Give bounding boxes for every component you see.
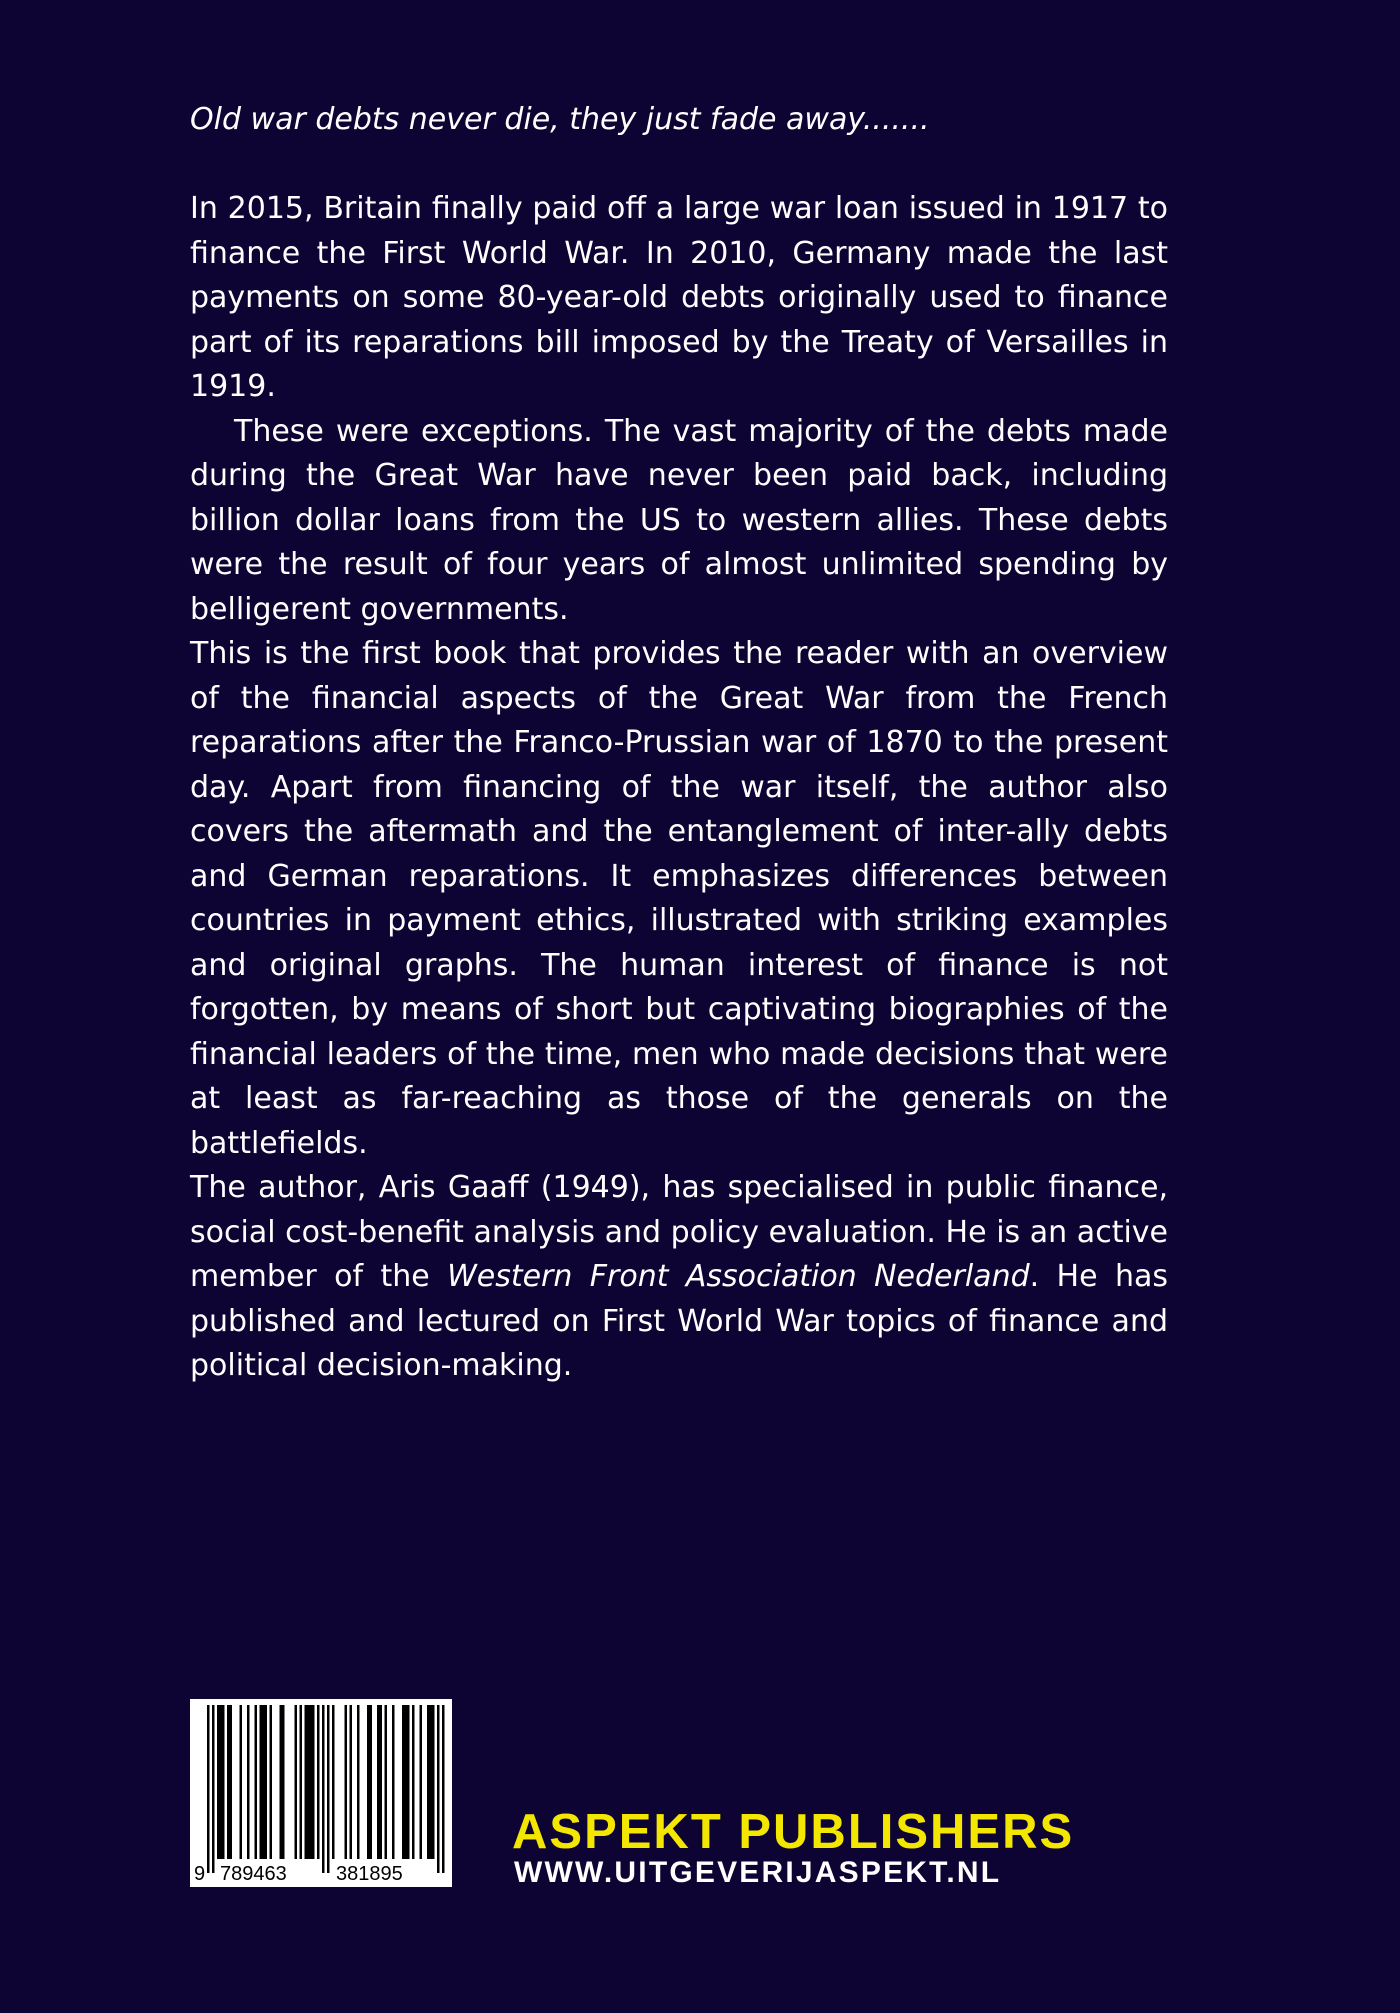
publisher-name: ASPEKT PUBLISHERS (512, 1805, 1075, 1859)
barcode-bar (430, 1705, 433, 1859)
overview-section (190, 632, 1168, 1166)
barcode-bar (402, 1705, 405, 1859)
barcode-bar (412, 1705, 415, 1859)
barcode-bar (370, 1705, 373, 1859)
barcode-bar (255, 1705, 258, 1859)
barcode-bar (207, 1705, 210, 1873)
barcode-bar (392, 1705, 395, 1859)
intro-paragraph-1: In 2015, Britain finally paid off a large war loan issued in 1917 to finance the First World War. In 2010, Germany made the last payments on some 80-year-old debts originally used to finance part of its reparations bill imposed by the Treaty of Versailles in 1919. (190, 191, 1168, 404)
barcode-bar (432, 1705, 435, 1859)
barcode-bar (312, 1705, 315, 1859)
barcode-bar (305, 1705, 308, 1859)
author-bio-paragraph (190, 1166, 1168, 1389)
barcode-bar (345, 1705, 348, 1859)
barcode-bar (350, 1705, 353, 1859)
barcode-digit-group: 381895 (336, 1863, 403, 1885)
barcode-bar (380, 1705, 383, 1859)
barcode-digits (190, 1862, 452, 1887)
barcode-digit-group: 789463 (220, 1863, 287, 1885)
barcode-bar (230, 1705, 233, 1859)
barcode-bar (300, 1705, 303, 1859)
barcode-bar (317, 1705, 320, 1859)
barcode-bar (307, 1705, 310, 1859)
barcode-bar (270, 1705, 273, 1859)
barcode-bar (367, 1705, 370, 1859)
barcode-bar (222, 1705, 225, 1859)
barcode-bar (247, 1705, 250, 1859)
barcode-bar (442, 1705, 445, 1873)
tagline-text: Old war debts never die, they just fade away....... (190, 102, 930, 137)
barcode-bar (407, 1705, 410, 1859)
barcode-bar (322, 1705, 325, 1873)
author-bio-section (190, 1166, 1168, 1389)
barcode-bar (282, 1705, 285, 1859)
tagline (190, 98, 1168, 143)
author-bio-organisation: Western Front Association Nederland (447, 1259, 1030, 1294)
barcode-bar (357, 1705, 360, 1859)
barcode-bar (217, 1705, 220, 1859)
barcode-bar (377, 1705, 380, 1859)
barcode-bar (427, 1705, 430, 1859)
overview-paragraph: This is the first book that provides the reader with an overview of the financial aspects of the Great War from the French reparations after the Franco-Prussian war of 1870 to the present day. Apart from financing of the war itself, the author also covers the aftermath and the entanglement of inter-ally debts and German reparations. It emphasizes differences between countries in payment ethics, illustrated with striking examples and original graphs. The human interest of finance is not forgotten, by means of short but captivating biographies of the financial leaders of the time, men who made decisions that were at least as far-reaching as those of the generals on the battlefields. (190, 636, 1168, 1161)
barcode-bar (280, 1705, 283, 1859)
isbn-barcode (190, 1699, 452, 1887)
barcode-bar (310, 1705, 313, 1859)
barcode-bar (240, 1705, 243, 1859)
barcode-bar (327, 1705, 330, 1873)
intro-paragraph-2: These were exceptions. The vast majority of the debts made during the Great War have never been paid back, including billion dollar loans from the US to western allies. These debts were the result of four years of almost unlimited spending by belligerent governments. (190, 413, 1168, 627)
barcode-bar (212, 1705, 215, 1873)
author-bio-text-start: The author, Aris Gaaff (1949), has specialised in public finance, social cost-benefit analysis and policy evaluation. He is an active member of the (190, 1170, 1168, 1294)
barcode-bars (190, 1699, 452, 1887)
barcode-bar (262, 1705, 265, 1859)
barcode-bar (295, 1705, 298, 1859)
barcode-bar (227, 1705, 230, 1859)
intro-section (190, 187, 1168, 632)
barcode-bar (405, 1705, 408, 1859)
author-bio-text-end: . He has published and lectured on First World War topics of finance and political decision-making. (190, 1259, 1168, 1383)
barcode-bar (420, 1705, 423, 1859)
barcode-bar (385, 1705, 388, 1859)
publisher-url[interactable]: WWW.UITGEVERIJASPEKT.NL (514, 1856, 1002, 1889)
barcode-bar (260, 1705, 263, 1859)
barcode-bar (220, 1705, 223, 1859)
barcode-bar (265, 1705, 268, 1859)
barcode-bar (437, 1705, 440, 1873)
barcode-digit-group: 9 (194, 1863, 206, 1885)
barcode-bar (332, 1705, 335, 1859)
